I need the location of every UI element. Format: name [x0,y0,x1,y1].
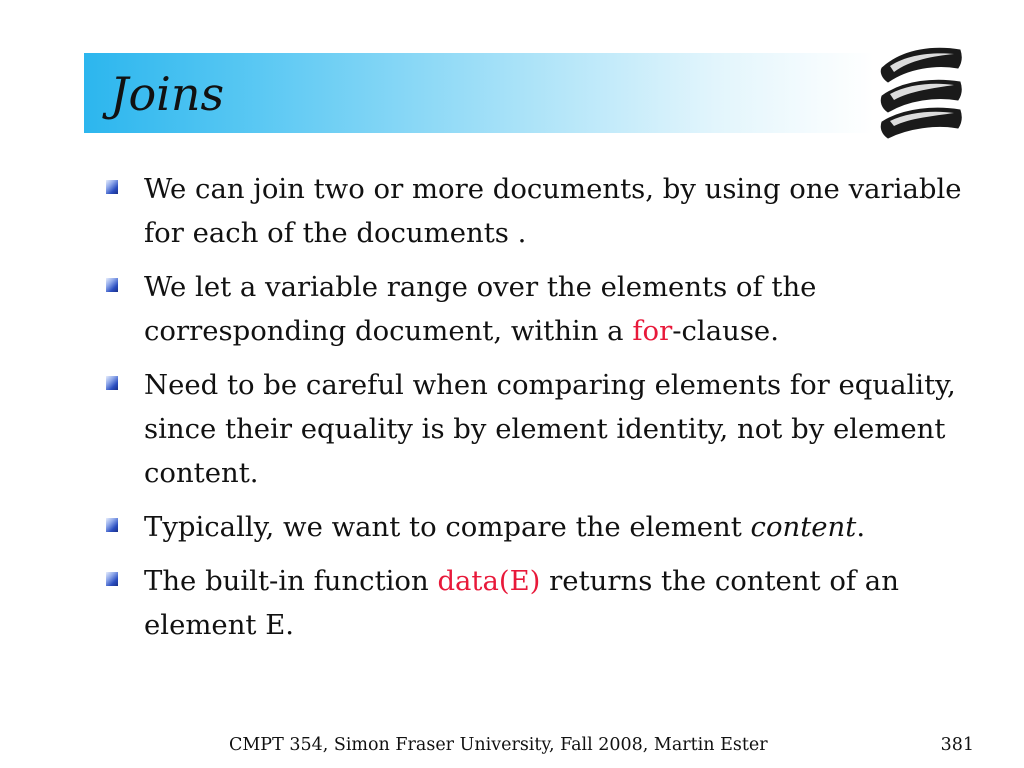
square-bullet-icon [106,518,118,532]
bullet-item [100,559,980,647]
stacked-disks-icon [874,44,966,140]
bullet-text: We can join two or more documents, by using one variable for each of the documents . [144,173,962,249]
bullet-text: Need to be careful when comparing elements for equality, since their equality is by element identity, not by element content. [144,369,956,489]
square-bullet-icon [106,278,118,292]
bullet-item [100,363,980,495]
bullet-list [100,167,980,657]
bullet-text-before: The built-in function [144,565,438,597]
bullet-item [100,505,980,549]
footer-text: CMPT 354, Simon Fraser University, Fall 2008, Martin Ester [229,735,768,755]
bullet-text-after: . [856,511,866,543]
emphasis-content: content [750,511,857,543]
bullet-item [100,167,980,255]
bullet-text-after: returns the content of an element E. [144,565,899,641]
slide-title: Joins [110,67,225,121]
square-bullet-icon [106,376,118,390]
page-number: 381 [940,735,974,755]
bullet-text-before: Typically, we want to compare the element [144,511,751,543]
bullet-item [100,265,980,353]
bullet-text-after: -clause. [672,315,779,347]
function-data-e: data(E) [437,565,541,597]
square-bullet-icon [106,572,118,586]
keyword-for: for [632,315,673,347]
square-bullet-icon [106,180,118,194]
bullet-text-before: We let a variable range over the elements of the corresponding document, within a [144,271,817,347]
